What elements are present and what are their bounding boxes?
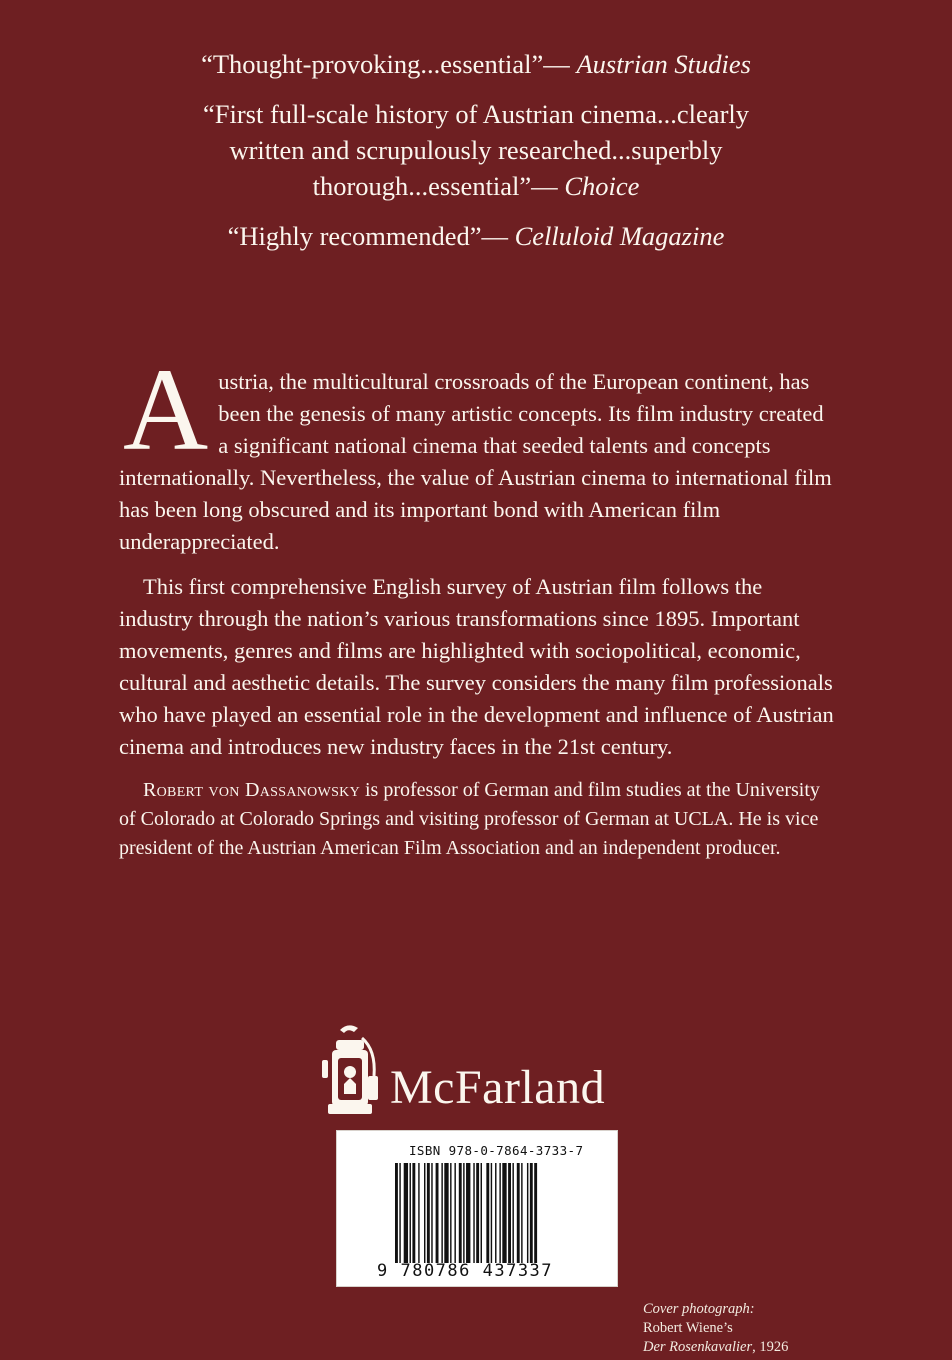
quote-source: Choice: [564, 171, 640, 201]
film-title: Der Rosenkavalier: [643, 1339, 753, 1355]
book-description: [119, 344, 839, 876]
quote-text: “Thought-provoking...essential”—: [201, 49, 577, 79]
paragraph-text: This first comprehensive English survey of Austrian film follows the industry through the nation’s various transformations since 1895. Important movements, genres and films are highlighted with sociopolitical, economic, cultural and aesthetic details. The survey considers the many film professionals who have played an essential role in the development and influence of Austrian cinema and introduces new industry faces in the 21st century.: [119, 574, 834, 759]
credit-film-line: [643, 1338, 843, 1357]
publisher-logo: [318, 1020, 638, 1120]
author-bio: [119, 776, 839, 863]
film-year: , 1926: [752, 1339, 789, 1355]
quote-text: “Highly recommended”—: [227, 221, 515, 251]
review-quote: [0, 46, 952, 82]
barcode-bars: [395, 1163, 585, 1263]
lantern-icon: [318, 1020, 388, 1120]
publisher-name: McFarland: [390, 1061, 606, 1114]
description-paragraph: [119, 571, 839, 763]
isbn-label: ISBN 978-0-7864-3733-7: [409, 1143, 584, 1158]
author-name: Robert von Dassanowsky: [143, 779, 360, 801]
credit-line: Robert Wiene’s: [643, 1320, 733, 1336]
quote-text: “First full-scale history of Austrian cinema...clearly written and scrupulously researched...superbly thorough...essential”—: [202, 99, 750, 201]
credit-label: Cover photograph:: [643, 1301, 755, 1317]
review-quotes: [0, 46, 952, 268]
paragraph-text: ustria, the multicultural crossroads of the European continent, has been the genesis of many artistic concepts. Its film industry created a significant national cinema that seeded talents and concepts internationally. Nevertheless, the value of Austrian cinema to international film has been long obscured and its important bond with American film underappreciated.: [119, 369, 832, 554]
quote-source: Austrian Studies: [576, 49, 751, 79]
barcode-digits: 9 780786 437337: [377, 1261, 554, 1281]
cover-photo-credit: [643, 1300, 843, 1357]
review-quote: [0, 96, 952, 204]
author-bio-text: is professor of German and film studies at the University of Colorado at Colorado Springs and visiting professor of German at UCLA. He is vice president of the Austrian American Film Association and an independent producer.: [119, 779, 820, 859]
review-quote: [0, 218, 952, 254]
isbn-barcode: [336, 1130, 618, 1287]
description-paragraph: [119, 344, 839, 558]
drop-cap: A: [123, 344, 209, 475]
quote-source: Celluloid Magazine: [514, 221, 725, 251]
